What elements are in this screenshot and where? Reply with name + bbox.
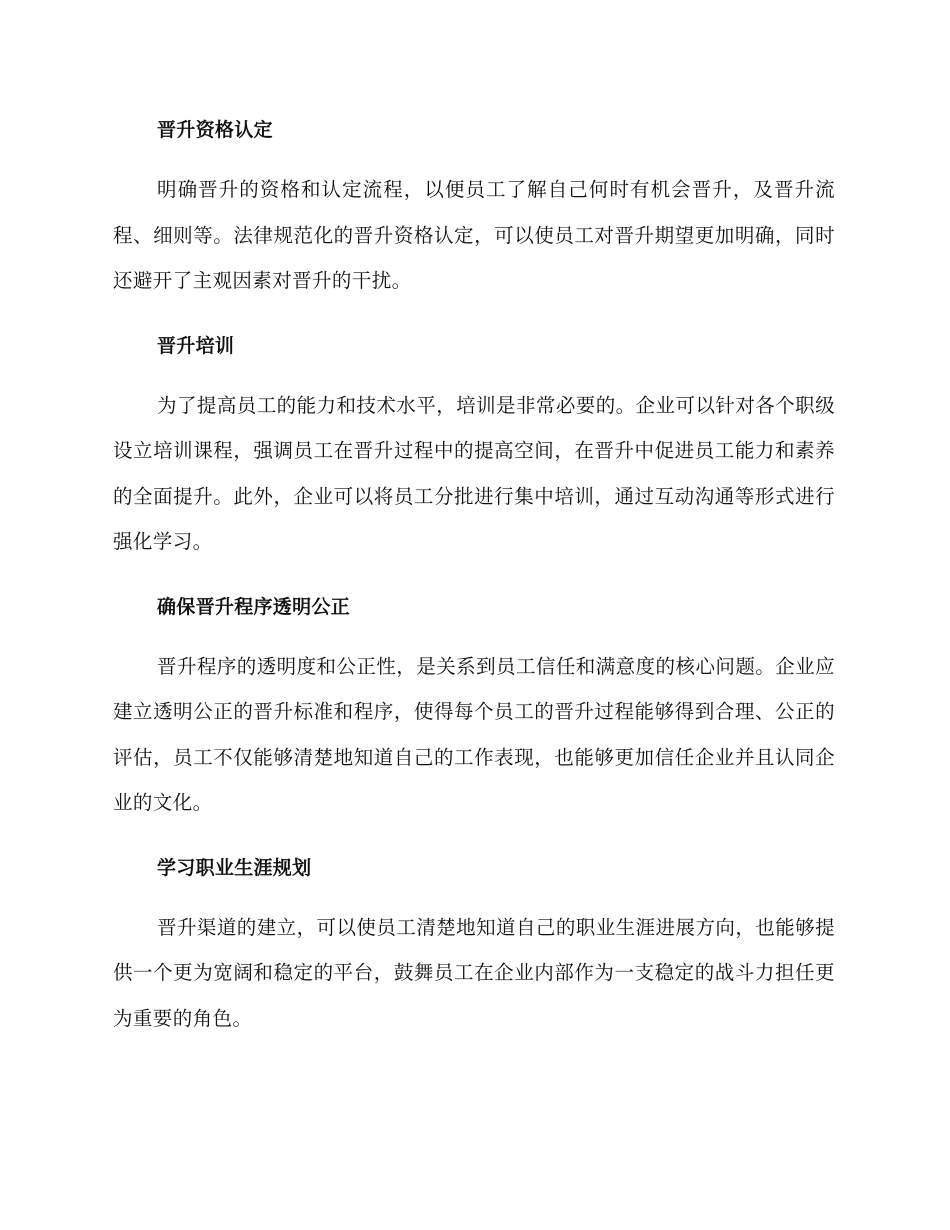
document-content <box>113 108 835 1061</box>
section-heading: 学习职业生涯规划 <box>157 856 312 879</box>
section-heading: 晋升培训 <box>157 334 235 357</box>
section-qualification <box>113 108 835 304</box>
section-paragraph: 为了提高员工的能力和技术水平，培训是非常必要的。企业可以针对各个职级设立培训课程，强调员工在晋升过程中的提高空间，在晋升中促进员工能力和素养的全面提升。此外，企业可以将员工分批进行集中培训，通过互动沟通等形式进行强化学习。 <box>113 393 835 553</box>
section-heading: 确保晋升程序透明公正 <box>157 595 351 618</box>
section-paragraph: 明确晋升的资格和认定流程，以便员工了解自己何时有机会晋升，及晋升流程、细则等。法律规范化的晋升资格认定，可以使员工对晋升期望更加明确，同时还避开了主观因素对晋升的干扰。 <box>113 178 835 292</box>
section-paragraph: 晋升程序的透明度和公正性，是关系到员工信任和满意度的核心问题。企业应建立透明公正的晋升标准和程序，使得每个员工的晋升过程能够得到合理、公正的评估，员工不仅能够清楚地知道自己的工作表现，也能够更加信任企业并且认同企业的文化。 <box>113 654 835 814</box>
section-heading: 晋升资格认定 <box>157 119 273 141</box>
section-transparency <box>113 585 835 826</box>
section-career-planning <box>113 846 835 1042</box>
section-training <box>113 324 835 565</box>
section-paragraph: 晋升渠道的建立，可以使员工清楚地知道自己的职业生涯进展方向，也能够提供一个更为宽阔和稳定的平台，鼓舞员工在企业内部作为一支稳定的战斗力担任更为重要的角色。 <box>113 915 835 1030</box>
